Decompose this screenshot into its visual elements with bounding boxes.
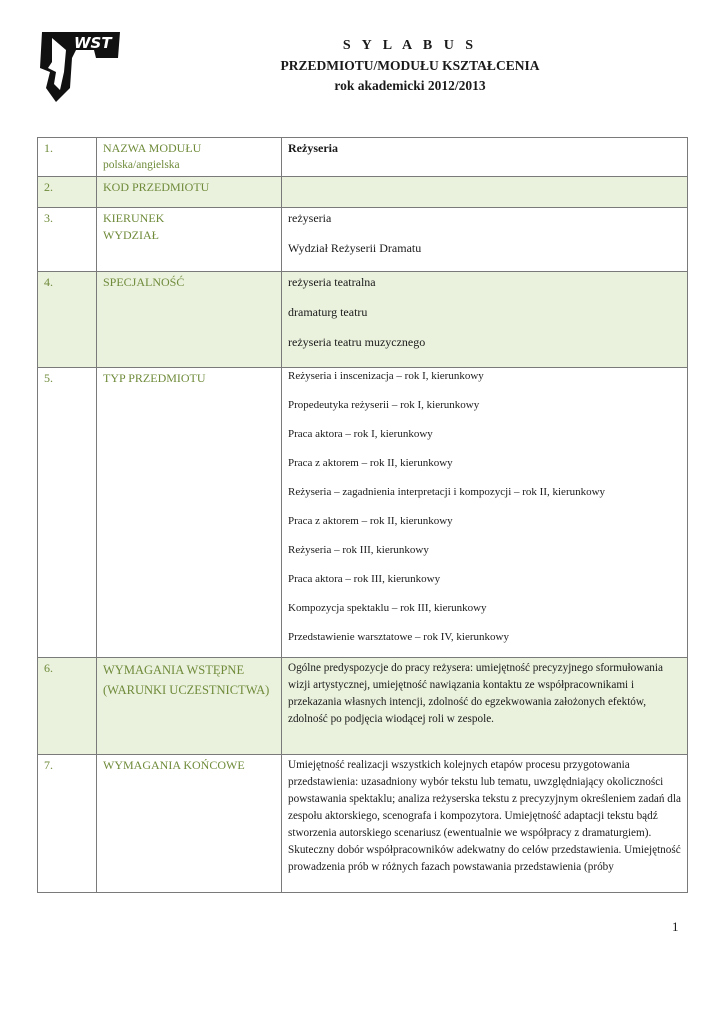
label-line: KIERUNEK xyxy=(103,211,165,225)
row-label: WYMAGANIA WSTĘPNE (WARUNKI UCZESTNICTWA) xyxy=(97,658,282,755)
value-line: Praca z aktorem – rok II, kierunkowy xyxy=(288,457,453,469)
value-line: Kompozycja spektaklu – rok III, kierunkowy xyxy=(288,602,487,614)
label-line: WYDZIAŁ xyxy=(103,228,159,242)
row-number: 1. xyxy=(38,138,97,177)
row-value xyxy=(282,208,688,272)
value-line: reżyseria teatru muzycznego xyxy=(288,335,426,349)
value-line: Wydział Reżyserii Dramatu xyxy=(288,241,422,255)
table-row xyxy=(38,755,688,893)
value-line: Przedstawienie warsztatowe – rok IV, kierunkowy xyxy=(288,631,509,643)
row-number: 3. xyxy=(38,208,97,272)
value-line: Praca aktora – rok III, kierunkowy xyxy=(288,573,441,585)
value-line: dramaturg teatru xyxy=(288,305,368,319)
value-line: Propedeutyka reżyserii – rok I, kierunkowy xyxy=(288,399,480,411)
pwst-logo xyxy=(36,28,126,106)
row-number: 6. xyxy=(38,658,97,755)
table-row xyxy=(38,138,688,177)
value-line: Reżyseria – zagadnienia interpretacji i kompozycji – rok II, kierunkowy xyxy=(288,486,606,498)
value-line: reżyseria xyxy=(288,211,332,225)
row-value xyxy=(282,177,688,208)
row-label xyxy=(97,138,282,177)
row-label xyxy=(97,208,282,272)
svg-text:WST: WST xyxy=(74,34,112,52)
row-number: 4. xyxy=(38,272,97,368)
table-row xyxy=(38,272,688,368)
row-label: WYMAGANIA KOŃCOWE xyxy=(97,755,282,893)
row-number: 2. xyxy=(38,177,97,208)
value-line: reżyseria teatralna xyxy=(288,275,376,289)
syllabus-table xyxy=(37,137,688,893)
table-row xyxy=(38,208,688,272)
row-value: Reżyseria xyxy=(282,138,688,177)
row-label: TYP PRZEDMIOTU xyxy=(97,368,282,658)
label-line: polska/angielska xyxy=(103,159,180,171)
label-line: NAZWA MODUŁU xyxy=(103,141,202,155)
header-year: rok akademicki 2012/2013 xyxy=(334,78,486,93)
row-value: Umiejętność realizacji wszystkich kolejnych etapów procesu przygotowania przedstawienia: uzasadniony wybór tekstu lub tematu, uwzględniający okoliczności powstawania spektaklu; analiza reżyserska tekstu z precyzyjnym określeniem zadań dla zespołu aktorskiego, scenografa i kompozytora. Umiejętność adaptacji tekstu bądź stworzenia autorskiego scenariusz (ewentualnie we współpracy z dramaturgiem). Skuteczny dobór współpracowników adekwatny do celów przedstawienia. Umiejętność prowadzenia prób w różnych fazach powstawania przedstawienia (próby xyxy=(282,755,688,893)
header-title: S Y L A B U S xyxy=(342,38,478,53)
header-subtitle: PRZEDMIOTU/MODUŁU KSZTAŁCENIA xyxy=(280,58,540,73)
row-label: SPECJALNOŚĆ xyxy=(97,272,282,368)
row-value xyxy=(282,368,688,658)
value-line: Reżyseria – rok III, kierunkowy xyxy=(288,544,429,556)
value-line: Praca aktora – rok I, kierunkowy xyxy=(288,428,433,440)
row-number: 5. xyxy=(38,368,97,658)
table-row xyxy=(38,658,688,755)
table-row xyxy=(38,368,688,658)
row-number: 7. xyxy=(38,755,97,893)
row-label: KOD PRZEDMIOTU xyxy=(97,177,282,208)
table-row xyxy=(38,177,688,208)
value-line: Praca z aktorem – rok II, kierunkowy xyxy=(288,515,453,527)
document-header xyxy=(200,36,620,96)
value-line: Reżyseria i inscenizacja – rok I, kierunkowy xyxy=(288,370,484,382)
row-value: Ogólne predyspozycje do pracy reżysera: umiejętność precyzyjnego sformułowania wizji artystycznej, umiejętność nawiązania kontaktu ze współpracownikami i przekazania własnych intencji, zdolność do egzekwowania założonych efektów, zdolność po podjęcia wiodącej roli w zespole. xyxy=(282,658,688,755)
row-value xyxy=(282,272,688,368)
page-number: 1 xyxy=(672,919,679,934)
